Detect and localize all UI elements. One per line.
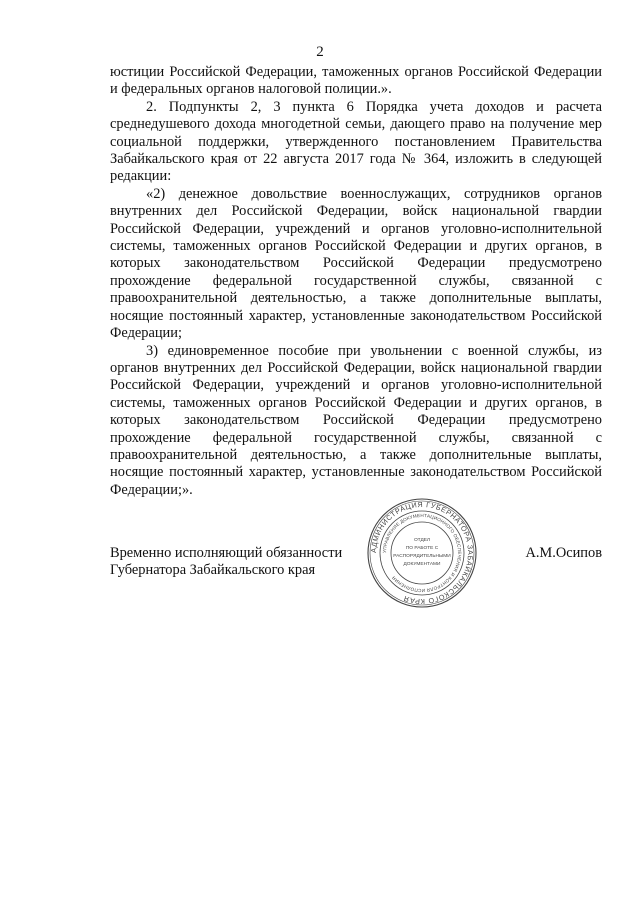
paragraph-1: юстиции Российской Федерации, таможенных органов Российской Федерации и федеральных органов налоговой полиции.».	[110, 64, 602, 98]
page-number: 2	[316, 44, 324, 60]
stamp-inner-ring	[391, 522, 453, 584]
stamp-outer-text: АДМИНИСТРАЦИЯ ГУБЕРНАТОРА ЗАБАЙКАЛЬСКОГО КРАЯ	[368, 499, 476, 607]
signer-title-line-2: Губернатора Забайкальского края	[110, 562, 316, 579]
stamp-center-line-4: ДОКУМЕНТАМИ	[403, 562, 441, 567]
document-body	[110, 64, 602, 499]
stamp-center-line-2: ПО РАБОТЕ С	[405, 546, 439, 551]
paragraph-3: «2) денежное довольствие военнослужащих, сотрудников органов внутренних дел Российской Федерации, войск национальной гвардии Российской Федерации, учреждений и органов уголовно-исполнительной системы, таможенных органов Российской Федерации и других органов, в которых законодательством Российской Федерации предусмотрено прохождение федеральной государственной службы, связанной с правоохранительной деятельностью, а также дополнительные выплаты, носящие постоянный характер, установленные законодательством Российской Федерации;	[110, 185, 602, 342]
stamp-center-line-3: РАСПОРЯДИТЕЛЬНЫМИ	[393, 554, 451, 559]
signature-block	[110, 545, 602, 585]
stamp-center-line-1: ОТДЕЛ	[413, 538, 431, 543]
official-stamp	[366, 497, 478, 609]
paragraph-2: 2. Подпункты 2, 3 пункта 6 Порядка учета доходов и расчета среднедушевого дохода многодетной семьи, дающего право на получение мер социальной поддержки, утвержденного постановлением Правительства Забайкальского края от 22 августа 2017 года № 364, изложить в следующей редакции:	[110, 98, 602, 185]
signer-name: А.М.Осипов	[525, 545, 602, 561]
signer-title-line-1: Временно исполняющий обязанности	[110, 545, 343, 561]
signer-title	[110, 545, 342, 580]
paragraph-4: 3) единовременное пособие при увольнении с военной службы, из органов внутренних дел Российской Федерации, войск национальной гвардии Российской Федерации, учреждений и органов уголовно-исполнительной системы, таможенных органов Российской Федерации и других органов, в которых законодательством Российской Федерации предусмотрено прохождение федеральной государственной службы, связанной с правоохранительной деятельностью, а также дополнительные выплаты, носящие постоянный характер, установленные законодательством Российской Федерации;».	[110, 342, 602, 498]
stamp-middle-ring	[380, 511, 464, 595]
stamp-inner-text: УПРАВЛЕНИЕ ДОКУМЕНТАЦИОННОГО ОБЕСПЕЧЕНИЯ И КОНТРОЛЯ ИСПОЛНЕНИЯ	[381, 512, 463, 594]
